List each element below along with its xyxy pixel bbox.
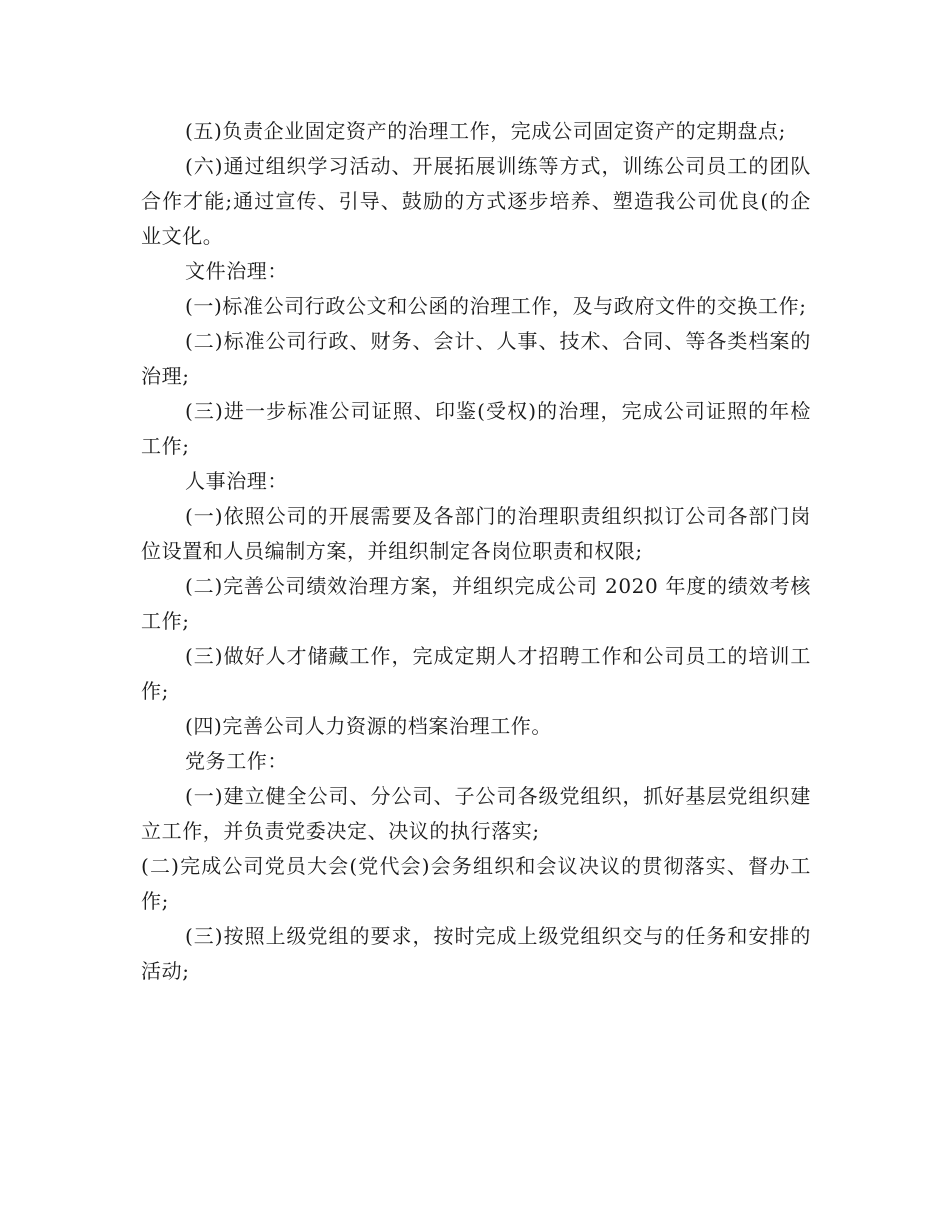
section-heading: 人事治理： xyxy=(185,469,288,493)
section-heading: 党务工作： xyxy=(185,749,288,773)
paragraph: (一)建立健全公司、分公司、子公司各级党组织，抓好基层党组织建立工作，并负责党委决定、决议的执行落实; xyxy=(141,784,811,843)
paragraph: (二)标准公司行政、财务、会计、人事、技术、合同、等各类档案的治理; xyxy=(141,329,811,388)
paragraph: (一)标准公司行政公文和公函的治理工作，及与政府文件的交换工作; xyxy=(185,294,807,318)
paragraph: (三)按照上级党组的要求，按时完成上级党组织交与的任务和安排的活动; xyxy=(141,924,811,983)
paragraph: (五)负责企业固定资产的治理工作，完成公司固定资产的定期盘点; xyxy=(185,119,786,143)
paragraph: (三)做好人才储藏工作，完成定期人才招聘工作和公司员工的培训工作; xyxy=(141,644,811,703)
paragraph: (四)完善公司人力资源的档案治理工作。 xyxy=(185,714,553,738)
paragraph: (三)进一步标准公司证照、印鉴(受权)的治理，完成公司证照的年检工作; xyxy=(141,399,811,458)
paragraph: (六)通过组织学习活动、开展拓展训练等方式，训练公司员工的团队合作才能;通过宣传、引导、鼓励的方式逐步培养、塑造我公司优良(的企业文化。 xyxy=(141,154,811,248)
paragraph: (一)依照公司的开展需要及各部门的治理职责组织拟订公司各部门岗位设置和人员编制方案，并组织制定各岗位职责和权限; xyxy=(141,504,811,563)
document-body xyxy=(141,114,811,989)
section-heading: 文件治理： xyxy=(185,259,288,283)
paragraph: (二)完善公司绩效治理方案，并组织完成公司 2020 年度的绩效考核工作; xyxy=(141,574,811,633)
paragraph: (二)完成公司党员大会(党代会)会务组织和会议决议的贯彻落实、督办工作; xyxy=(141,854,811,913)
